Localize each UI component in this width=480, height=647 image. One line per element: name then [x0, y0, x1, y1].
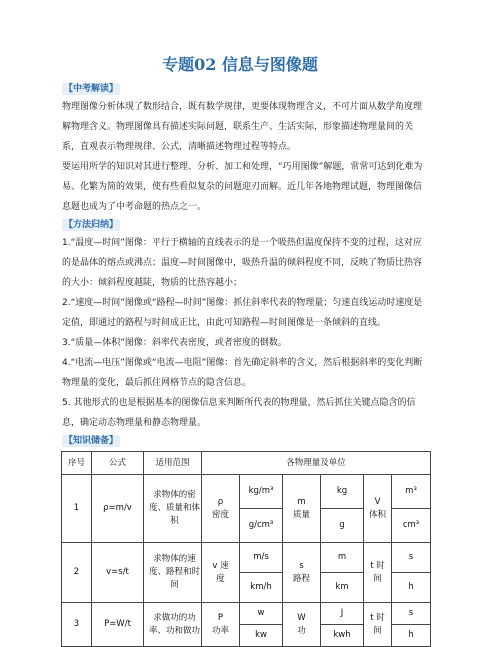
- section-method-heading: 【方法归纳】: [64, 220, 119, 230]
- unit-cell: g: [321, 509, 364, 543]
- row-quantity-3: [364, 543, 392, 603]
- table-row: [62, 543, 431, 573]
- quantity-name: 密度: [211, 509, 229, 520]
- unit-cell: cm³: [392, 509, 431, 543]
- method-item-2: 2.“速度—时间”图像或“路程—时间”图像：抓住斜率代表的物理量；匀速直线运动时速度是定值，即通过的路程与时间成正比，由此可知路程—时间图像是一条倾斜的直线。: [62, 298, 423, 328]
- header-formula: 公式: [92, 452, 144, 475]
- row-formula: P=W/t: [92, 603, 144, 647]
- unit-cell: w: [240, 603, 283, 625]
- unit-cell: m/s: [240, 543, 283, 573]
- quantity-name: 路程: [292, 573, 310, 584]
- quantity-symbol: v 速: [212, 560, 229, 571]
- exam-paragraph-1: 物理图像分析体现了数形结合，既有数学规律，更要体现物理含义，不可片面从数学角度理解物理含义。物理图像具有描述实际问题，联系生产、生活实际，形象描述物理量间的关系，直观表示物理规律、公式，清晰描述物理过程等特点。: [62, 102, 423, 152]
- quantity-symbol: m: [297, 496, 306, 507]
- table-row: [62, 475, 431, 509]
- quantity-symbol: ρ: [217, 496, 224, 507]
- table-row: [62, 603, 431, 625]
- row-quantity-2: [283, 475, 321, 543]
- unit-cell: m: [321, 543, 364, 573]
- unit-cell: m³: [392, 475, 431, 509]
- section-knowledge-heading: 【知识储备】: [64, 436, 119, 446]
- unit-cell: g/cm³: [240, 509, 283, 543]
- quantity-name: 间: [373, 625, 382, 636]
- row-scope: 求物体的速度、路程和时间: [144, 543, 202, 603]
- method-item-5: 5. 其他形式的也是根据基本的图像信息来判断所代表的物理量，然后抓住关键点隐含的信息，确定动态物理量和静态物理量。: [62, 398, 416, 428]
- row-quantity-1: [202, 543, 240, 603]
- quantity-name: 功: [297, 625, 306, 636]
- quantity-name: 间: [373, 573, 382, 584]
- quantity-name: 度: [216, 573, 225, 584]
- row-no: 3: [62, 603, 92, 647]
- unit-cell: kg: [321, 475, 364, 509]
- section-exam-heading: 【中考解读】: [64, 84, 119, 94]
- row-no: 2: [62, 543, 92, 603]
- unit-cell: kg/m³: [240, 475, 283, 509]
- method-item-3: 3.“质量—体积”图像：斜率代表密度，或者密度的倒数。: [62, 338, 287, 348]
- unit-cell: h: [392, 625, 431, 647]
- quantity-name: 质量: [292, 509, 310, 520]
- unit-cell: km/h: [240, 573, 283, 603]
- row-formula: v=s/t: [92, 543, 144, 603]
- row-quantity-3: [364, 475, 392, 543]
- method-item-4: 4.“电流—电压”图像或“电流—电阻”图像：首先确定斜率的含义，然后根据斜率的变化判断物理量的变化，最后抓住网格节点的隐含信息。: [62, 358, 423, 388]
- header-scope: 适用范围: [144, 452, 202, 475]
- quantity-symbol: W: [297, 612, 306, 623]
- row-quantity-1: [202, 475, 240, 543]
- quantity-symbol: s: [299, 560, 304, 571]
- row-quantity-3: [364, 603, 392, 647]
- unit-cell: kw: [240, 625, 283, 647]
- header-quantities: 各物理量及单位: [202, 452, 431, 475]
- row-no: 1: [62, 475, 92, 543]
- quantity-symbol: t 时: [370, 612, 385, 623]
- row-scope: 求物体的密度、质量和体积: [144, 475, 202, 543]
- row-quantity-2: [283, 603, 321, 647]
- unit-cell: h: [392, 573, 431, 603]
- row-quantity-2: [283, 543, 321, 603]
- unit-cell: J: [321, 603, 364, 625]
- quantity-symbol: P: [217, 612, 224, 623]
- knowledge-table: [61, 451, 431, 647]
- quantity-name: 功率: [211, 625, 229, 636]
- quantity-symbol: t 时: [370, 560, 385, 571]
- unit-cell: s: [392, 543, 431, 573]
- header-no: 序号: [62, 452, 92, 475]
- row-scope: 求做功的功率、功和做功: [144, 603, 202, 647]
- page-title: 专题02 信息与图像题: [162, 55, 318, 74]
- method-item-1: 1.“温度—时间”图像：平行于横轴的直线表示的是一个吸热但温度保持不变的过程，这对应的是晶体的熔点或沸点；温度—时间图像中，吸热升温的倾斜程度不同，反映了物质比热容的大小：倾斜程度越陡，物质的比热容越小；: [62, 238, 423, 288]
- row-quantity-1: [202, 603, 240, 647]
- unit-cell: kwh: [321, 625, 364, 647]
- quantity-symbol: V: [374, 496, 381, 507]
- unit-cell: km: [321, 573, 364, 603]
- exam-paragraph-2: 要运用所学的知识对其进行整理、分析、加工和处理，“巧用图像”解题，常常可达到化难为易、化繁为简的效果，使有些看似复杂的问题迎刃而解。近几年各地物理试题，物理图像信息题也成为了中考命题的热点之一。: [62, 162, 423, 212]
- row-formula: ρ=m/v: [92, 475, 144, 543]
- quantity-name: 体积: [368, 509, 386, 520]
- unit-cell: s: [392, 603, 431, 625]
- table-header-row: [62, 452, 431, 475]
